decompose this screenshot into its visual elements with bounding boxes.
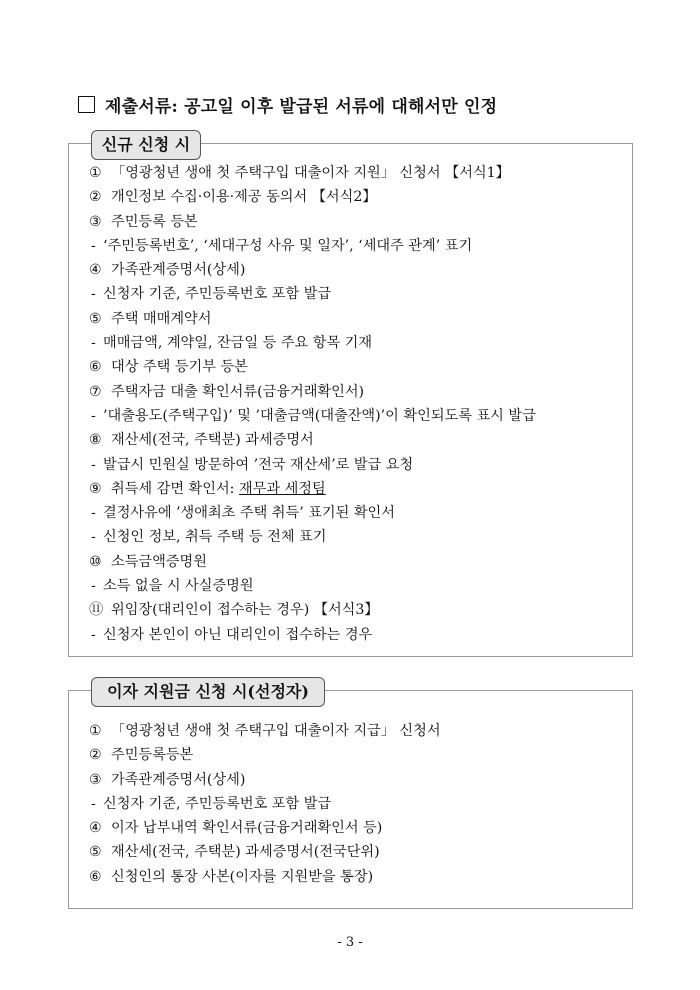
list-item bbox=[89, 768, 622, 792]
item-dash: - bbox=[91, 626, 96, 643]
item-dash: - bbox=[91, 456, 96, 473]
item-number: ① bbox=[89, 723, 102, 739]
list-item bbox=[89, 428, 622, 452]
heading-text: 제출서류: 공고일 이후 발급된 서류에 대해서만 인정 bbox=[105, 97, 498, 117]
item-text: 소득금액증명원 bbox=[111, 553, 207, 570]
list-subitem bbox=[89, 282, 622, 306]
item-text: 위임장(대리인이 접수하는 경우) 【서식3】 bbox=[111, 602, 379, 619]
item-dash: - bbox=[91, 407, 96, 424]
item-dash: - bbox=[91, 335, 96, 352]
list-item bbox=[89, 816, 622, 840]
item-number: ⑥ bbox=[89, 359, 102, 376]
section-new-application bbox=[68, 135, 633, 657]
item-number: ⑩ bbox=[89, 553, 102, 570]
item-dash: - bbox=[91, 286, 96, 303]
item-underlined-text: 재무과 세정팀 bbox=[238, 480, 326, 497]
item-text: 신청자 본인이 아닌 대리인이 접수하는 경우 bbox=[103, 626, 373, 643]
list-subitem bbox=[89, 525, 622, 549]
list-subitem bbox=[89, 234, 622, 258]
item-text: 주민등록등본 bbox=[111, 747, 194, 764]
document-list bbox=[89, 719, 622, 889]
item-text: 재산세(전국, 주택분) 과세증명서(전국단위) bbox=[111, 844, 380, 861]
item-dash: - bbox=[91, 795, 96, 812]
list-subitem bbox=[89, 574, 622, 598]
item-number: ④ bbox=[89, 820, 102, 837]
list-item bbox=[89, 840, 622, 864]
checkbox-icon bbox=[78, 96, 95, 113]
item-dash: - bbox=[91, 237, 96, 254]
list-subitem bbox=[89, 331, 622, 355]
item-text: 신청자 기준, 주민등록번호 포함 발급 bbox=[103, 795, 332, 812]
item-number: ⑤ bbox=[89, 844, 102, 861]
list-subitem bbox=[89, 453, 622, 477]
item-number: ③ bbox=[89, 771, 102, 788]
list-item bbox=[89, 865, 622, 889]
page-heading bbox=[78, 92, 497, 117]
list-subitem bbox=[89, 792, 622, 816]
item-dash: - bbox=[91, 578, 96, 595]
item-number: ③ bbox=[89, 213, 102, 230]
list-item bbox=[89, 550, 622, 574]
item-text: ‘주민등록번호’, ‘세대구성 사유 및 일자’, ‘세대주 관계’ 표기 bbox=[103, 237, 473, 254]
item-text: 매매금액, 계약일, 잔금일 등 주요 항목 기재 bbox=[103, 335, 373, 352]
item-number: ① bbox=[89, 165, 102, 181]
item-text: 결정사유에 ’생애최초 주택 취득’ 표기된 확인서 bbox=[103, 505, 395, 522]
item-text: 재산세(전국, 주택분) 과세증명서 bbox=[111, 432, 314, 449]
list-item bbox=[89, 355, 622, 379]
list-item bbox=[89, 185, 622, 209]
item-text: ’대출용도(주택구입)’ 및 ’대출금액(대출잔액)’이 확인되도록 표시 발급 bbox=[103, 407, 536, 424]
item-text: 가족관계증명서(상세) bbox=[111, 771, 246, 788]
list-subitem bbox=[89, 404, 622, 428]
item-text: 신청인 정보, 취득 주택 등 전체 표기 bbox=[103, 529, 327, 546]
item-text: 가족관계증명서(상세) bbox=[111, 262, 246, 279]
item-text: 「영광청년 생애 첫 주택구입 대출이자 지원」 신청서 【서식1】 bbox=[111, 165, 510, 181]
section-title: 이자 지원금 신청 시(선정자) bbox=[91, 677, 325, 707]
list-item bbox=[89, 258, 622, 282]
list-item bbox=[89, 380, 622, 404]
item-text: 발급시 민원실 방문하여 ’전국 재산세’로 발급 요청 bbox=[103, 456, 414, 473]
item-text: 신청자 기준, 주민등록번호 포함 발급 bbox=[103, 286, 332, 303]
list-item bbox=[89, 743, 622, 767]
document-list bbox=[89, 161, 622, 647]
item-number: ⑨ bbox=[89, 480, 102, 497]
item-number: ② bbox=[89, 189, 102, 206]
list-item bbox=[89, 307, 622, 331]
list-item bbox=[89, 719, 622, 743]
item-text: 대상 주택 등기부 등본 bbox=[111, 359, 248, 376]
item-number: ⑧ bbox=[89, 432, 102, 449]
list-item bbox=[89, 210, 622, 234]
item-text: 주택자금 대출 확인서류(금융거래확인서) bbox=[111, 383, 365, 400]
list-subitem bbox=[89, 623, 622, 647]
item-number: ② bbox=[89, 747, 102, 764]
item-dash: - bbox=[91, 529, 96, 546]
item-number: ⑤ bbox=[89, 310, 102, 327]
list-subitem bbox=[89, 501, 622, 525]
item-dash: - bbox=[91, 505, 96, 522]
item-number: ④ bbox=[89, 262, 102, 279]
list-item bbox=[89, 161, 622, 185]
list-item bbox=[89, 598, 622, 622]
list-item bbox=[89, 477, 622, 501]
item-text: 주택 매매계약서 bbox=[111, 310, 212, 327]
item-text: 개인정보 수집·이용·제공 동의서 【서식2】 bbox=[111, 189, 377, 206]
item-number: ⑦ bbox=[89, 383, 102, 400]
item-text: 취득세 감면 확인서: bbox=[111, 480, 239, 497]
item-text: 「영광청년 생애 첫 주택구입 대출이자 지급」 신청서 bbox=[111, 723, 441, 739]
item-text: 소득 없을 시 사실증명원 bbox=[103, 578, 254, 595]
item-text: 이자 납부내역 확인서류(금융거래확인서 등) bbox=[111, 820, 383, 837]
item-text: 주민등록 등본 bbox=[111, 213, 198, 230]
section-title: 신규 신청 시 bbox=[91, 130, 201, 160]
page-number: - 3 - bbox=[337, 935, 363, 950]
item-number: ⑥ bbox=[89, 868, 102, 885]
item-number: ⑪ bbox=[89, 602, 104, 619]
section-interest-application bbox=[68, 682, 633, 909]
item-text: 신청인의 통장 사본(이자를 지원받을 통장) bbox=[111, 868, 374, 885]
